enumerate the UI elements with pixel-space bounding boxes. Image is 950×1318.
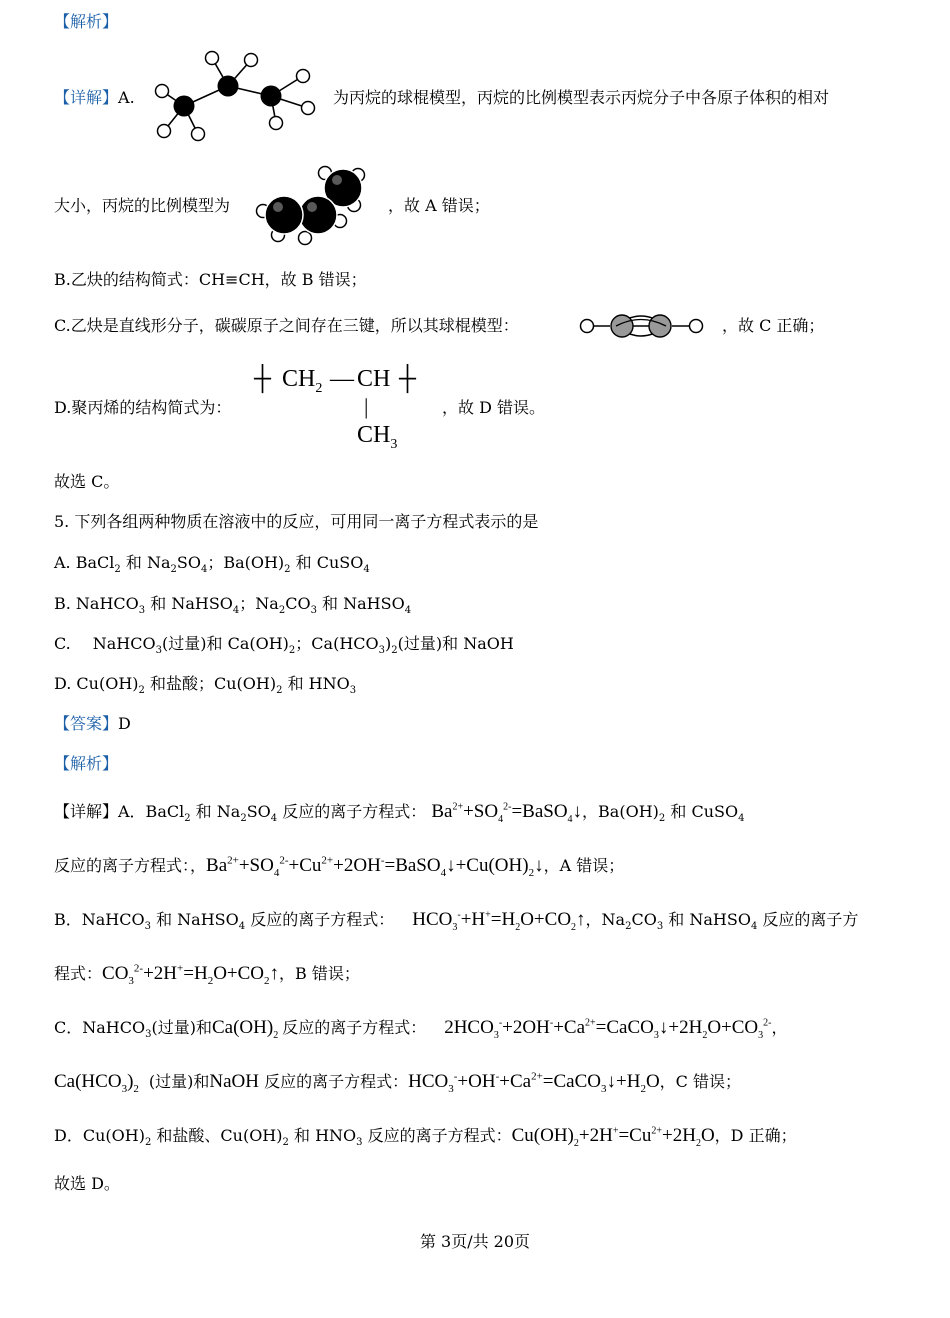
equation-d1: $Cu(OH)_2+2H^+=Cu^{2+}+2H_2O$ <box>511 1125 715 1149</box>
option-d: D. $Cu(OH)_2$ 和盐酸；$Cu(OH)_2$ 和 $HNO_3$ <box>54 674 357 697</box>
propane-ball-stick-model <box>150 46 325 146</box>
polypropylene-formula: ┼ $CH_2$ — CH ┼ | $CH_3$ <box>254 366 417 452</box>
option-c: C. NaHCO$_3$(过量)和 $Ca(OH)_2$；$Ca(HCO_3)_2$(过量)和 NaOH <box>54 634 514 657</box>
detail-line-a: 【详解】A. <box>54 88 135 107</box>
equation-c1: $2HCO_3^-+2OH^-+Ca^{2+}=CaCO_3↓+2H_2O+CO_3^{2-}$ <box>444 1017 772 1041</box>
explanation-b-line-1: B．NaHCO$_3$ 和 NaHSO$_4$ 反应的离子方程式： $HCO_3^-+H^+=H_2O+CO_2↑$，$Na_2CO_3$ 和 NaHSO$_4$ 反应的离子方 <box>54 909 859 933</box>
explanation-a-line-1: 【详解】A．BaCl$_2$ 和 $Na_2SO_4$ 反应的离子方程式： $Ba^{2+}+SO_4^{2-}=BaSO_4↓$，$Ba(OH)_2$ 和 CuSO$_4$ <box>54 801 745 825</box>
explanation-c-line-2: $Ca(HCO_3)_2$ (过量)和NaOH 反应的离子方程式：$HCO_3^-+OH^-+Ca^{2+}=CaCO_3↓+H_2O$，C 错误； <box>54 1070 742 1095</box>
propane-space-filling-model <box>254 163 372 247</box>
equation-b2: $CO_3^{2-}+2H^+=H_2O+CO_2↑$ <box>102 962 280 987</box>
analysis-label: 【解析】 <box>54 12 119 31</box>
conclusion-d: 故选 D。 <box>54 1174 120 1193</box>
part-b-text: B.乙炔的结构简式：CH≡CH，故 B 错误； <box>54 270 367 289</box>
analysis-label-2: 【解析】 <box>54 754 119 773</box>
answer-line <box>54 714 131 734</box>
part-d-text-1: D.聚丙烯的结构简式为： <box>54 398 232 417</box>
equation-b1: $HCO_3^-+H^+=H_2O+CO_2↑$ <box>412 909 586 933</box>
formula-ca-oh-2: $Ca(OH)_2$ <box>211 1017 279 1041</box>
part-c-text-1: C.乙炔是直线形分子，碳碳原子之间存在三键，所以其球棍模型： <box>54 316 519 335</box>
formula-ca-hco3-2: $Ca(HCO_3)_2$ <box>54 1071 139 1095</box>
answer-label: 【答案】 <box>54 714 119 733</box>
conclusion-c: 故选 C。 <box>54 472 120 491</box>
equation-c2: $HCO_3^-+OH^-+Ca^{2+}=CaCO_3↓+H_2O$ <box>408 1070 660 1095</box>
option-a: A. BaCl$_2$ 和 $Na_2SO_4$；$Ba(OH)_2$ 和 CuSO$_4$ <box>54 553 370 576</box>
explanation-c-line-1: C．NaHCO$_3$(过量)和$Ca(OH)_2$ 反应的离子方程式： $2HCO_3^-+2OH^-+Ca^{2+}=CaCO_3↓+2H_2O+CO_3^{2-}$， <box>54 1017 788 1041</box>
detail-label: 【详解】 <box>54 88 119 107</box>
explanation-d-line: D．$Cu(OH)_2$ 和盐酸、$Cu(OH)_2$ 和 $HNO_3$ 反应的离子方程式：$Cu(OH)_2+2H^+=Cu^{2+}+2H_2O$，D 正确； <box>54 1125 797 1149</box>
acetylene-ball-stick-model <box>578 308 708 344</box>
part-a-text-2a: 大小，丙烷的比例模型为 <box>54 196 231 215</box>
answer-value: D <box>118 714 131 733</box>
part-c-text-2: ，故 C 正确； <box>722 316 825 335</box>
option-b: B. NaHCO$_3$ 和 NaHSO$_4$；$Na_2CO_3$ 和 NaHSO$_4$ <box>54 594 412 617</box>
page-footer: 第 3页/共 20页 <box>419 1232 531 1251</box>
explanation-b-line-2: 程式：$CO_3^{2-}+2H^+=H_2O+CO_2↑$，B 错误； <box>54 962 360 987</box>
part-a-text-1: 为丙烷的球棍模型，丙烷的比例模型表示丙烷分子中各原子体积的相对 <box>333 88 830 107</box>
equation-a2: $Ba^{2+}+SO_4^{2-}+Cu^{2+}+2OH^-=BaSO_4↓+Cu(OH)_2↓$ <box>206 854 544 879</box>
question-5-stem: 5. 下列各组两种物质在溶液中的反应，可用同一离子方程式表示的是 <box>54 512 539 531</box>
part-d-text-2: ，故 D 错误。 <box>442 398 546 417</box>
part-a-text-2b: ，故 A 错误； <box>388 196 490 215</box>
explanation-a-line-2: 反应的离子方程式：，$Ba^{2+}+SO_4^{2-}+Cu^{2+}+2OH^-=BaSO_4↓+Cu(OH)_2↓$，A 错误； <box>54 854 625 879</box>
formula-naoh: NaOH <box>209 1071 259 1092</box>
equation-a1: $Ba^{2+}+SO_4^{2-}=BaSO_4↓$ <box>431 801 583 825</box>
